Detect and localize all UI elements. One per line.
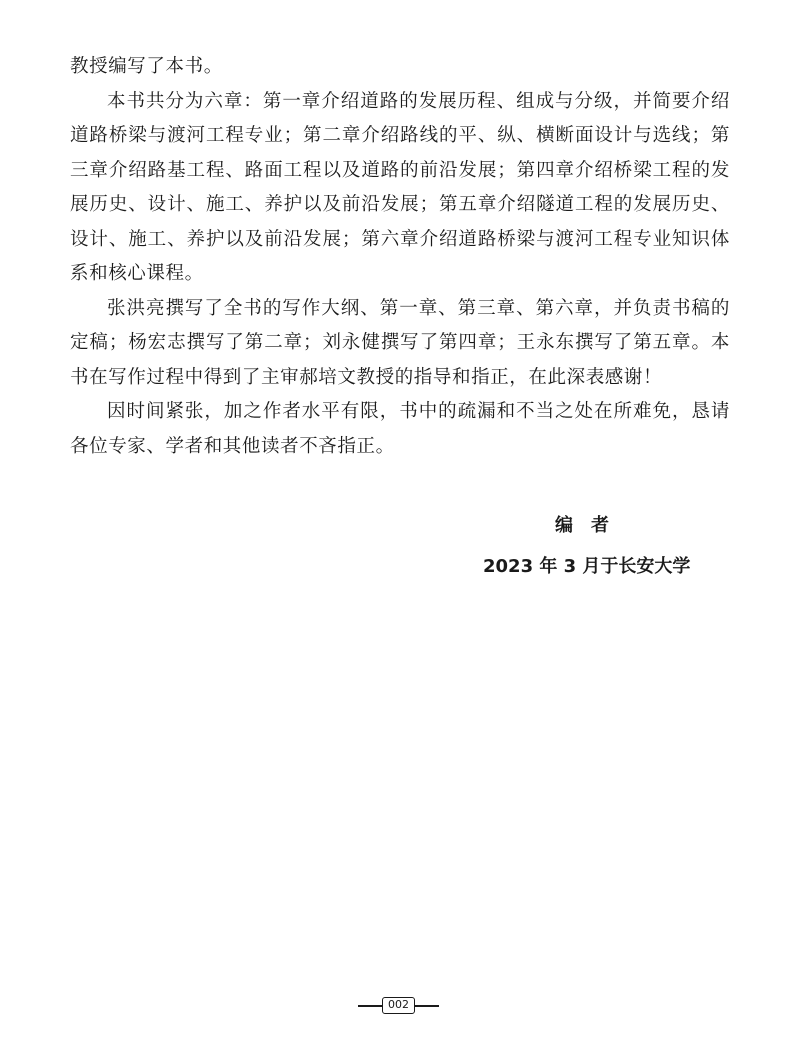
author-label: 编者 [555,515,627,536]
preface-body [70,50,730,464]
paragraph-apology: 因时间紧张，加之作者水平有限，书中的疏漏和不当之处在所难免，恳请各位专家、学者和其他读者不吝指正。 [70,401,730,457]
folio-rule-right [414,1005,439,1007]
page-number: 002 [382,997,415,1014]
paragraph-continuation: 教授编写了本书。 [70,56,223,77]
folio-rule-left [358,1005,383,1007]
date-place-label: 2023 年 3 月于长安大学 [483,556,691,577]
paragraph-authorship: 张洪亮撰写了全书的写作大纲、第一章、第三章、第六章，并负责书稿的定稿；杨宏志撰写了第二章；刘永健撰写了第四章；王永东撰写了第五章。本书在写作过程中得到了主审郝培文教授的指导和指正，在此深表感谢！ [70,297,730,388]
page-folio [0,996,790,1016]
paragraph-chapter-overview: 本书共分为六章：第一章介绍道路的发展历程、组成与分级，并简要介绍道路桥梁与渡河工程专业；第二章介绍路线的平、纵、横断面设计与选线；第三章介绍路基工程、路面工程以及道路的前沿发展；第四章介绍桥梁工程的发展历史、设计、施工、养护以及前沿发展；第五章介绍隧道工程的发展历史、设计、施工、养护以及前沿发展；第六章介绍道路桥梁与渡河工程专业知识体系和核心课程。 [70,90,730,284]
